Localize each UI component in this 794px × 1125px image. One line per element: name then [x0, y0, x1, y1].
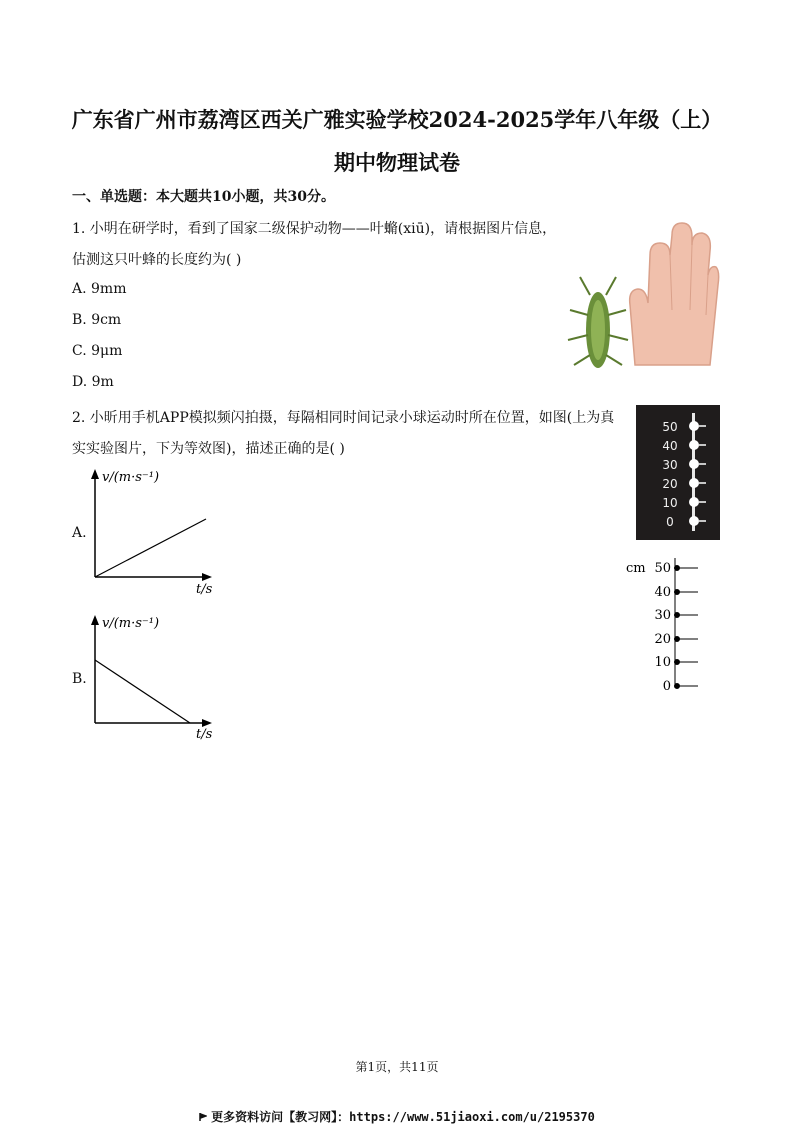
eq-tick-30: 30 [654, 608, 671, 623]
hand-icon [630, 223, 719, 365]
graph-b-xlabel: t/s [196, 727, 213, 742]
footer-resource-link[interactable] [0, 1108, 794, 1125]
photo-tick-0: 0 [666, 515, 674, 529]
exam-title-line2: 期中物理试卷 [334, 150, 460, 175]
q2-option-a-label: A. [72, 525, 87, 541]
eq-unit: cm [626, 561, 646, 576]
insect-hand-image [560, 215, 720, 375]
section-heading: 一、单选题：本大题共10小题，共30分。 [72, 189, 335, 205]
q2-stem-line2: 实实验图片，下为等效图)，描述正确的是( ) [72, 441, 345, 457]
photo-tick-30: 30 [662, 458, 678, 472]
q2-stem-line1: 2. 小昕用手机APP模拟频闪拍摄，每隔相同时间记录小球运动时所在位置，如图(上为真 [72, 410, 615, 426]
graph-b-ylabel: v/(m·s⁻¹) [102, 616, 160, 631]
q1-stem-line2: 估测这只叶蜂的长度约为( ) [72, 252, 242, 268]
q1-option-b: B. 9cm [72, 312, 122, 328]
q1-option-a: A. 9mm [72, 281, 127, 297]
eq-ball-marks [675, 566, 699, 689]
q2-option-a-graph [86, 465, 226, 600]
photo-tick-20: 20 [662, 477, 678, 491]
real-photo-scale [636, 405, 720, 540]
insect-icon [568, 277, 628, 368]
photo-tick-40: 40 [662, 439, 678, 453]
q1-option-c: C. 9μm [72, 343, 123, 359]
exam-title-line1: 广东省广州市荔湾区西关广雅实验学校2024-2025学年八年级（上） [71, 107, 723, 132]
graph-b-line [95, 660, 190, 723]
q1-option-d: D. 9m [72, 374, 114, 390]
equivalent-scale [622, 552, 706, 697]
graph-a-line [95, 519, 206, 577]
eq-tick-0: 0 [662, 679, 671, 694]
eq-tick-20: 20 [654, 632, 671, 647]
page-number: 第1页，共11页 [355, 1060, 439, 1074]
eq-tick-10: 10 [654, 655, 671, 670]
q2-option-b-label: B. [72, 671, 87, 687]
graph-a-xlabel: t/s [196, 582, 213, 597]
eq-tick-40: 40 [654, 585, 671, 600]
footer-link-text[interactable]: 更多资料访问【教习网】：https://www.51jiaoxi.com/u/2195370 [211, 1110, 595, 1124]
flag-icon [199, 1113, 207, 1121]
q2-option-b-graph [86, 610, 226, 745]
q1-stem-line1: 1. 小明在研学时，看到了国家二级保护动物——叶䗛(xiū)，请根据图片信息， [72, 221, 557, 237]
photo-tick-50: 50 [662, 420, 678, 434]
eq-tick-50: 50 [654, 561, 671, 576]
photo-tick-10: 10 [662, 496, 678, 510]
graph-a-ylabel: v/(m·s⁻¹) [102, 470, 160, 485]
